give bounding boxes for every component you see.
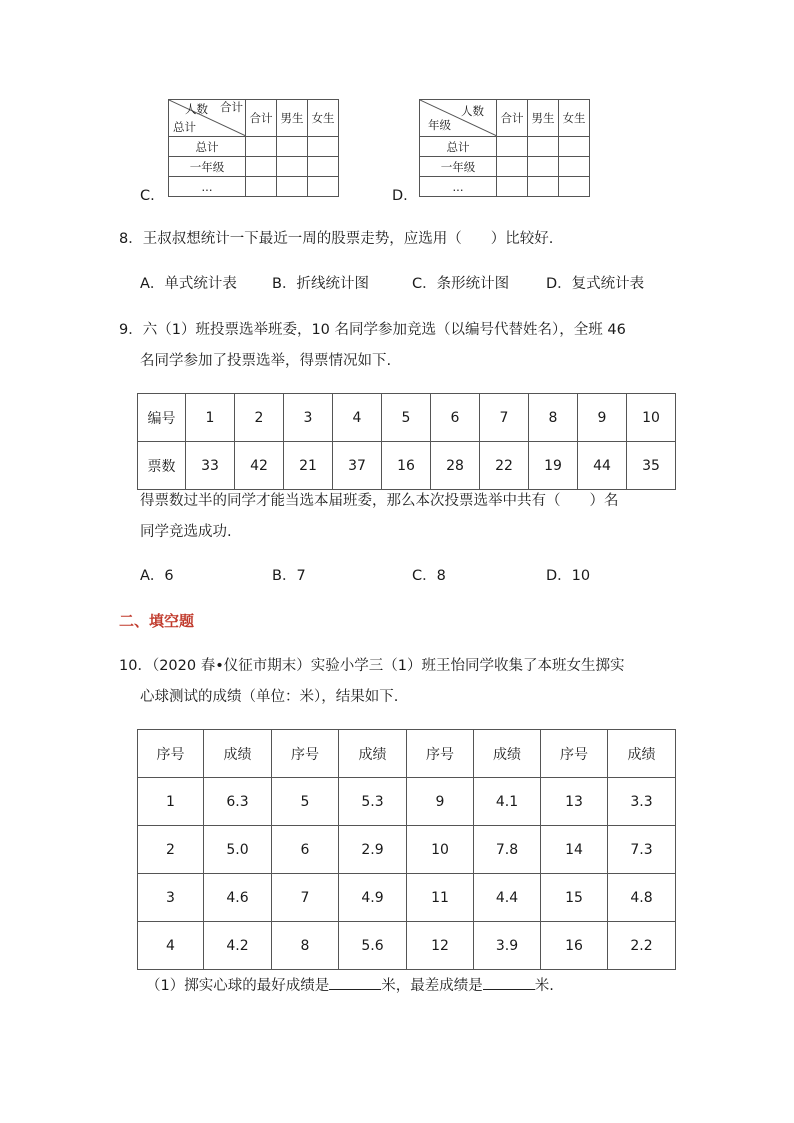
- table-cell: 5: [272, 778, 339, 826]
- table-cell: 7: [272, 874, 339, 922]
- table-cell: 13: [541, 778, 608, 826]
- row-label: ...: [420, 177, 497, 197]
- q9-stem-line2: 名同学参加了投票选举，得票情况如下.: [140, 353, 392, 369]
- table-cell: 22: [480, 442, 529, 490]
- header-cell: 男生: [277, 100, 308, 137]
- q10-subquestion-1: [146, 974, 554, 996]
- scores-table: [137, 729, 676, 970]
- table-cell: 7: [480, 394, 529, 442]
- q9-option-c: C．8: [412, 568, 446, 584]
- table-cell: 19: [529, 442, 578, 490]
- q8-option-c: C．条形统计图: [412, 276, 510, 292]
- table-cell: 4.6: [204, 874, 272, 922]
- table-row: [138, 730, 676, 778]
- table-cell: 4.9: [339, 874, 407, 922]
- option-c-table: [168, 99, 339, 197]
- answer-blank[interactable]: [483, 974, 535, 990]
- diagonal-header-cell: [169, 100, 246, 137]
- header-cell: 序号: [541, 730, 608, 778]
- table-cell: 5.6: [339, 922, 407, 970]
- table-cell: 4.8: [608, 874, 676, 922]
- table-cell: 21: [284, 442, 333, 490]
- table-cell: 16: [382, 442, 431, 490]
- header-cell: 成绩: [474, 730, 541, 778]
- table-cell: 28: [431, 442, 480, 490]
- table-cell: 6.3: [204, 778, 272, 826]
- header-cell: 合计: [246, 100, 277, 137]
- table-cell: 16: [541, 922, 608, 970]
- table-cell: 4.4: [474, 874, 541, 922]
- row-label: ...: [169, 177, 246, 197]
- q10-stem-line1: 10．（2020 春•仪征市期末）实验小学三（1）班王怡同学收集了本班女生掷实: [119, 658, 625, 674]
- table-cell: 4: [138, 922, 204, 970]
- table-cell: 35: [627, 442, 676, 490]
- row-header: 票数: [138, 442, 186, 490]
- table-cell: 3.9: [474, 922, 541, 970]
- table-cell: 1: [138, 778, 204, 826]
- table-cell: 1: [186, 394, 235, 442]
- sub1-part-c: 米.: [534, 978, 554, 994]
- row-header: 编号: [138, 394, 186, 442]
- row-label: 一年级: [420, 157, 497, 177]
- q9-option-d: D．10: [546, 568, 591, 584]
- table-row: [138, 442, 676, 490]
- table-cell: 7.3: [608, 826, 676, 874]
- table-cell: 4: [333, 394, 382, 442]
- table-cell: 11: [407, 874, 474, 922]
- table-cell: 4.1: [474, 778, 541, 826]
- table-cell: 9: [407, 778, 474, 826]
- table-cell: 10: [407, 826, 474, 874]
- table-cell: 6: [272, 826, 339, 874]
- row-label: 一年级: [169, 157, 246, 177]
- header-cell: 序号: [272, 730, 339, 778]
- table-row: [138, 922, 676, 970]
- answer-blank[interactable]: [329, 974, 381, 990]
- diag-top-right-label: 合计: [220, 100, 243, 114]
- table-row: [138, 394, 676, 442]
- table-cell: 6: [431, 394, 480, 442]
- q10-stem-line2: 心球测试的成绩（单位：米），结果如下.: [140, 689, 399, 705]
- table-row: [138, 778, 676, 826]
- table-cell: 8: [529, 394, 578, 442]
- row-label: 总计: [169, 137, 246, 157]
- sub1-part-b: 米，最差成绩是: [381, 978, 483, 994]
- diagonal-header-cell: [420, 100, 497, 137]
- table-cell: 12: [407, 922, 474, 970]
- table-cell: 5.0: [204, 826, 272, 874]
- table-row: [138, 874, 676, 922]
- table-cell: 10: [627, 394, 676, 442]
- q9-option-a: A．6: [140, 568, 174, 584]
- diag-top-label: 人数: [461, 104, 484, 118]
- table-cell: 5: [382, 394, 431, 442]
- table-cell: 42: [235, 442, 284, 490]
- table-cell: 7.8: [474, 826, 541, 874]
- header-cell: 女生: [308, 100, 339, 137]
- header-cell: 成绩: [339, 730, 407, 778]
- q8-option-b: B．折线统计图: [272, 276, 369, 292]
- table-cell: 37: [333, 442, 382, 490]
- table-cell: 3: [138, 874, 204, 922]
- table-cell: 4.2: [204, 922, 272, 970]
- table-cell: 15: [541, 874, 608, 922]
- table-cell: 44: [578, 442, 627, 490]
- q8-option-a: A．单式统计表: [140, 276, 237, 292]
- q8-option-d: D．复式统计表: [546, 276, 645, 292]
- header-cell: 男生: [528, 100, 559, 137]
- table-cell: 33: [186, 442, 235, 490]
- table-cell: 2.2: [608, 922, 676, 970]
- sub1-part-a: （1）掷实心球的最好成绩是: [146, 978, 330, 994]
- table-cell: 14: [541, 826, 608, 874]
- q9-stem-line1: 9．六（1）班投票选举班委，10 名同学参加竞选（以编号代替姓名），全班 46: [119, 322, 626, 338]
- table-cell: 2.9: [339, 826, 407, 874]
- q9-after-line2: 同学竞选成功.: [140, 524, 232, 540]
- row-label: 总计: [420, 137, 497, 157]
- table-cell: 2: [138, 826, 204, 874]
- header-cell: 合计: [497, 100, 528, 137]
- header-cell: 成绩: [204, 730, 272, 778]
- option-d-table: [419, 99, 590, 197]
- q9-option-b: B．7: [272, 568, 306, 584]
- header-cell: 女生: [559, 100, 590, 137]
- header-cell: 序号: [138, 730, 204, 778]
- table-cell: 3.3: [608, 778, 676, 826]
- q8-stem: 8．王叔叔想统计一下最近一周的股票走势，应选用（ ）比较好.: [119, 231, 554, 247]
- table-cell: 3: [284, 394, 333, 442]
- votes-table: [137, 393, 676, 490]
- table-cell: 8: [272, 922, 339, 970]
- option-d-label: D.: [392, 188, 408, 204]
- table-cell: 5.3: [339, 778, 407, 826]
- table-cell: 9: [578, 394, 627, 442]
- table-row: [138, 826, 676, 874]
- section-title: 二、填空题: [119, 612, 195, 630]
- option-c-label: C.: [140, 188, 155, 204]
- table-cell: 2: [235, 394, 284, 442]
- header-cell: 序号: [407, 730, 474, 778]
- header-cell: 成绩: [608, 730, 676, 778]
- diag-top-label: 人数: [185, 102, 208, 116]
- q9-after-line1: 得票数过半的同学才能当选本届班委，那么本次投票选举中共有（ ）名: [140, 493, 619, 509]
- diag-bottom-label: 总计: [173, 120, 196, 134]
- diag-bottom-label: 年级: [428, 118, 451, 132]
